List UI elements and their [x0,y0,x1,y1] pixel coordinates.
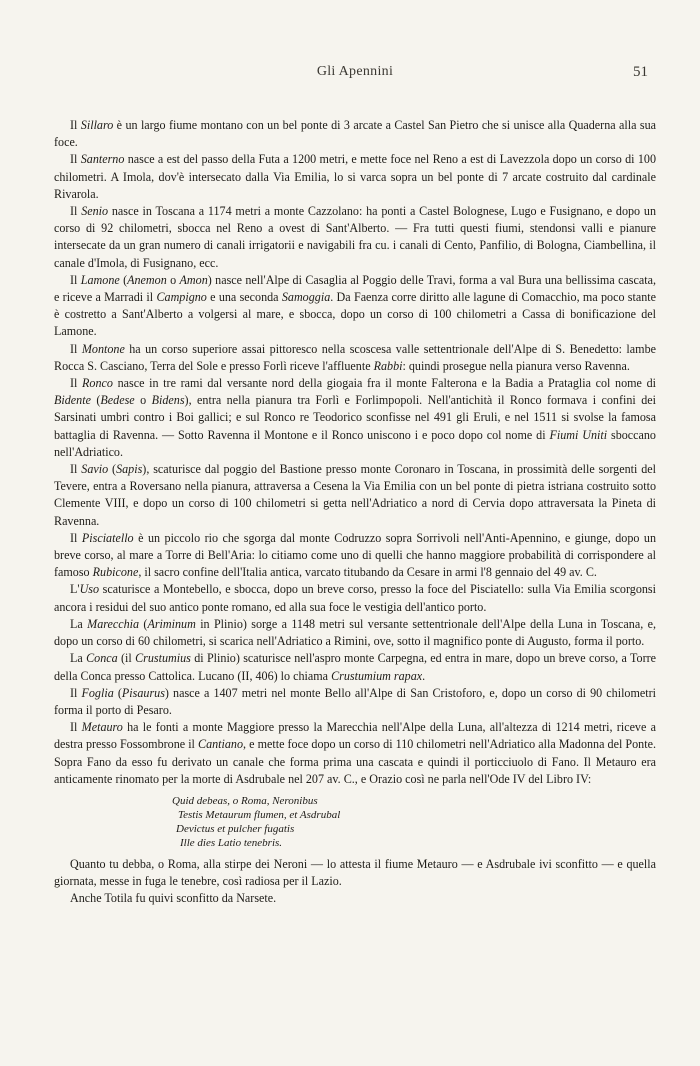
page-header [54,64,656,84]
paragraph-senio: Il Senio nasce in Toscana a 1174 metri a monte Cazzolano: ha ponti a Castel Bolognese, Lugo e Fusignano, e dopo un corso di 92 chilometri, sbocca nel Reno a ovest di Sant'Alberto. — Fra tutti questi fiumi, stendonsi valli e pianure intersecate da un gran numero di canali irrigatorii e navigabili fra cu. i canali di Cento, Panfilio, di Bologna, Ciambellina, il canale d'Imola, di Fusignano, ecc. [54,204,656,270]
paragraph-pisciatello: Il Pisciatello è un piccolo rio che sgorga dal monte Codruzzo sopra Sorrivoli nell'Anti-Apennino, e giunge, dopo un breve corso, al mare a Torre di Bell'Aria: lo citiamo come uno di quelli che hanno maggiore probabilità di corrispondere al famoso Rubicone, il sacro confine dell'Italia antica, varcato titubando da Cesare in armi l'8 gennaio del 49 av. C. [54,530,656,580]
paragraph-conca: La Conca (il Crustumius di Plinio) scaturisce nell'aspro monte Carpegna, ed entra in mare, dopo un breve corso, a Torre della Conca presso Cattolica. Lucano (II, 406) lo chiama Crustumium rapax. [54,651,656,683]
paragraph-uso: L'Uso scaturisce a Montebello, e sbocca, dopo un breve corso, presso la foce del Pisciatello: sulla Via Emilia scorgonsi ancora i residui del suo antico ponte romano, ed alla sua foce le vestigia dell'antico porto. [54,582,656,614]
river-name: Uso [79,582,100,597]
river-name: Conca [86,651,118,666]
paragraph-ronco: Il Ronco nasce in tre rami dal versante nord della giogaia fra il monte Falterona e la Badia a Prataglia col nome di Bidente (Bedese o Bidens), entra nella pianura tra Forlì e Forlimpopoli. Nell'antichità il Ronco formava i confini dei Sarsinati umbri contro i Boi gallici; e sul Ronco re Teodorico sconfisse nel 491 gli Eruli, e nel 1511 si svolse la famosa battaglia di Ravenna. — Sotto Ravenna il Montone e il Ronco uniscono i e poco dopo col nome di Fiumi Uniti sboccano nell'Adriatico. [54,376,656,459]
verse-line: Ille dies Latio tenebris. [180,836,283,849]
river-name: Sillaro [80,118,114,132]
paragraph-translation: Quanto tu debba, o Roma, alla stirpe dei Neroni — lo attesta il fiume Metauro — e Asdrubale ivi sconfitto — e quella giornata, messe in fuga le tenebre, così radiosa per il Lazio. [54,856,656,889]
paragraph-foglia: Il Foglia (Pisaurus) nasce a 1407 metri nel monte Bello all'Alpe di San Cristoforo, e, dopo un corso di 90 chilometri forma il porto di Pesaro. [54,685,656,717]
river-name: Savio [81,462,109,477]
river-name: Marecchia [87,616,140,631]
body-text [54,117,656,908]
paragraph-montone: Il Montone ha un corso superiore assai pittoresco nella scoscesa valle settentrionale dell'Alpe di S. Benedetto: lambe Rocca S. Casciano, Terra del Sole e presso Forlì riceve l'affluente Rabbi: quindi prosegue nella pianura verso Ravenna. [54,341,656,373]
river-name: Pisciatello [81,530,134,545]
verse-line: Testis Metaurum flumen, et Asdrubal [178,808,341,821]
river-name: Santerno [80,152,125,167]
paragraph-savio: Il Savio (Sapis), scaturisce dal poggio del Bastione presso monte Coronaro in Toscana, in prossimità delle sorgenti del Tevere, entra a Roversano nella pianura, attraversa a Cesena la Via Emilia con un bel ponte di pietra istriana costruito sotto Clemente VIII, e dopo un corso di 100 chilometri si getta nell'Adriatico a nord di Cervia dopo attraversata la Pineta di Ravenna. [54,462,657,528]
running-title: Gli Apennini [316,64,394,79]
river-name: Montone [81,341,125,356]
river-name: Senio [81,204,109,219]
latin-verse [172,794,656,850]
paragraph-metauro: Il Metauro ha le fonti a monte Maggiore presso la Marecchia nell'Alpe della Luna, all'altezza di 1214 metri, riceve a destra presso Fossombrone il Cantiano, e mette foce dopo un corso di 110 chilometri nell'Adriatico alla Madonna del Ponte. Sopra Fano da esso fu derivato un canale che forma prima una cascata e quindi il porticciuolo di Fano. Il Metauro era anticamente rinomato per la morte di Asdrubale nel 207 av. C., e Orazio così ne parla nell'Ode IV del Libro IV: [54,720,656,786]
paragraph-totila: Anche Totila fu quivi sconfitto da Narsete. [70,891,277,906]
paragraph-santerno: Il Santerno nasce a est del passo della Futa a 1200 metri, e mette foce nel Reno a est di Lavezzola dopo un corso di 100 chilometri. A Imola, dov'è intersecato dalla Via Emilia, lo si varca sopra un bel ponte di 7 arcate costruito dal cardinale Rivarola. [54,152,656,201]
paragraph-sillaro: Il Sillaro è un largo fiume montano con un bel ponte di 3 arcate a Castel San Pietro che si unisce alla Quaderna alla sua foce. [54,118,656,150]
page-number: 51 [633,64,648,80]
river-name: Lamone [80,272,120,287]
paragraph-marecchia: La Marecchia (Ariminum in Plinio) sorge a 1148 metri sul versante settentrionale dell'Alpe della Luna in Toscana, e, dopo un corso di 60 chilometri, si scarica nell'Adriatico a Rimini, ove, sotto il magnifico ponte di Augusto, forma il porto. [54,616,656,649]
verse-line: Devictus et pulcher fugatis [176,822,295,835]
paragraph-lamone: Il Lamone (Anemon o Amon) nasce nell'Alpe di Casaglia al Poggio delle Travi, forma a val Bura una bellissima cascata, e riceve a Marradi il Campigno e una seconda Samoggia. Da Faenza corre diritto alle lagune di Comacchio, ma poco stante è costretto a Sant'Alberto a volgersi al mare, e sbocca, dopo un corso di 100 chilometri a Cassa di bonificazione del Lamone. [54,272,657,339]
river-name: Ronco [82,376,113,391]
river-name: Metauro [81,720,123,735]
river-name: Foglia [81,685,114,700]
verse-line: Quid debeas, o Roma, Neronibus [172,794,318,807]
